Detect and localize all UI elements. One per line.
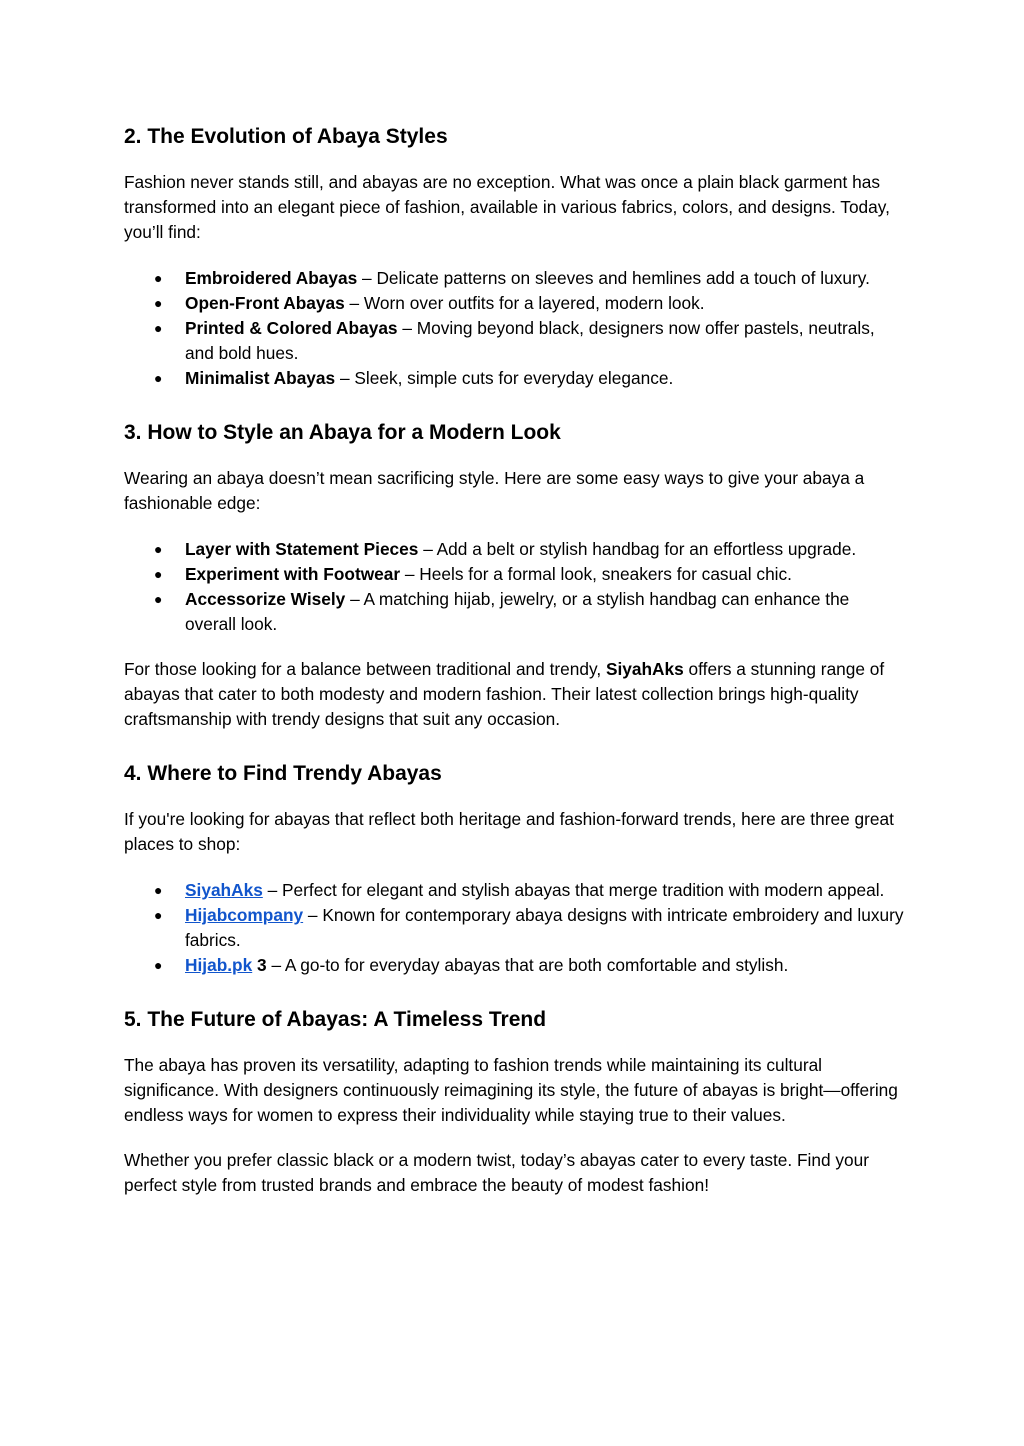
item-title: Open-Front Abayas <box>185 293 345 313</box>
bullet-icon: ● <box>154 270 163 286</box>
item-text: – Moving beyond black, designers now offer pastels, neutrals, and bold hues. <box>185 318 875 363</box>
bullet-icon: ● <box>154 370 163 386</box>
brand-name: SiyahAks <box>605 659 684 679</box>
item-title: Accessorize Wisely <box>185 589 346 609</box>
item-text: – Worn over outfits for a layered, modern look. <box>344 293 705 313</box>
section-heading: 3. How to Style an Abaya for a Modern Look <box>124 421 561 444</box>
item-title: Experiment with Footwear <box>185 564 401 584</box>
section-intro: If you're looking for abayas that reflect both heritage and fashion-forward trends, here are three great places to shop: <box>124 809 894 854</box>
item-text: – Add a belt or stylish handbag for an effortless upgrade. <box>418 539 857 559</box>
list-item <box>154 316 904 366</box>
list-item <box>154 537 904 562</box>
section-styling <box>124 418 904 732</box>
siyahaks-link[interactable]: SiyahAks <box>185 880 263 900</box>
list-item <box>154 878 904 903</box>
item-text: – A matching hijab, jewelry, or a stylish handbag can enhance the overall look. <box>185 589 850 634</box>
styles-list <box>124 266 904 391</box>
section-evolution <box>124 122 904 391</box>
section-intro: Fashion never stands still, and abayas are no exception. What was once a plain black garment has transformed into an elegant piece of fashion, available in various fabrics, colors, and designs. Today, you’ll find: <box>124 172 890 242</box>
bullet-icon: ● <box>154 566 163 582</box>
item-title: Embroidered Abayas <box>185 268 358 288</box>
section-intro: Wearing an abaya doesn’t mean sacrificing style. Here are some easy ways to give your abaya a fashionable edge: <box>124 468 865 513</box>
section-paragraph: Whether you prefer classic black or a modern twist, today’s abayas cater to every taste. Find your perfect style from trusted brands and embrace the beauty of modest fashion! <box>124 1150 870 1195</box>
section-future <box>124 1005 904 1198</box>
section-heading: 4. Where to Find Trendy Abayas <box>124 762 442 785</box>
bullet-icon: ● <box>154 541 163 557</box>
bullet-icon: ● <box>154 591 163 607</box>
closing-text: offers a stunning range of abayas that cater to both modesty and modern fashion. Their latest collection brings high-quality craftsmanship with trendy designs that suit any occasion. <box>124 659 885 729</box>
item-text: – Delicate patterns on sleeves and hemlines add a touch of luxury. <box>357 268 870 288</box>
item-title: Layer with Statement Pieces <box>185 539 419 559</box>
section-heading: 5. The Future of Abayas: A Timeless Trend <box>124 1008 547 1031</box>
list-item <box>154 562 904 587</box>
list-item <box>154 587 904 637</box>
list-item <box>154 291 904 316</box>
shops-list <box>124 878 904 978</box>
section-paragraph: The abaya has proven its versatility, adapting to fashion trends while maintaining its cultural significance. With designers continuously reimagining its style, the future of abayas is bright—offering endless ways for women to express their individuality while staying true to their values. <box>124 1055 898 1125</box>
list-item <box>154 266 904 291</box>
closing-text: For those looking for a balance between traditional and trendy, <box>124 659 606 679</box>
item-text: – Heels for a formal look, sneakers for casual chic. <box>400 564 792 584</box>
section-where-to-find <box>124 759 904 978</box>
bullet-icon: ● <box>154 957 163 973</box>
hijab-pk-link[interactable]: Hijab.pk <box>185 955 253 975</box>
item-text: – A go-to for everyday abayas that are both comfortable and stylish. <box>266 955 789 975</box>
item-text: – Perfect for elegant and stylish abayas that merge tradition with modern appeal. <box>262 880 885 900</box>
hijabcompany-link[interactable]: Hijabcompany <box>185 905 304 925</box>
bullet-icon: ● <box>154 320 163 336</box>
bullet-icon: ● <box>154 882 163 898</box>
list-item <box>154 366 904 391</box>
item-text: – Sleek, simple cuts for everyday elegance. <box>335 368 674 388</box>
bullet-icon: ● <box>154 907 163 923</box>
item-number: 3 <box>252 955 267 975</box>
item-text: – Known for contemporary abaya designs with intricate embroidery and luxury fabrics. <box>185 905 904 950</box>
item-title: Minimalist Abayas <box>185 368 336 388</box>
list-item <box>154 903 904 953</box>
list-item <box>154 953 904 978</box>
section-closing <box>124 657 904 732</box>
section-heading: 2. The Evolution of Abaya Styles <box>124 125 448 148</box>
tips-list <box>124 537 904 637</box>
item-title: Printed & Colored Abayas <box>185 318 398 338</box>
bullet-icon: ● <box>154 295 163 311</box>
